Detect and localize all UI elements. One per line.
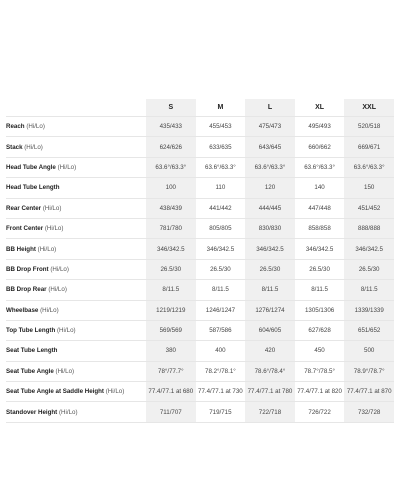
row-label <box>6 341 146 361</box>
measurement-unit: (Hi/Lo) <box>26 123 45 131</box>
table-row <box>6 341 394 361</box>
value-cell-l: 346/342.5 <box>245 239 295 259</box>
table-row <box>6 239 394 259</box>
value-cell-l: 475/473 <box>245 117 295 137</box>
row-label <box>6 117 146 137</box>
value-cell-xxl: 63.6°/63.3° <box>344 157 394 177</box>
value-cell-xl: 63.6°/63.3° <box>304 163 335 171</box>
value-cell-l: 120 <box>245 178 295 198</box>
value-cell-s: 624/626 <box>146 137 196 157</box>
row-label <box>6 361 146 381</box>
value-cell-xl: 1305/1306 <box>304 306 335 314</box>
value-cell-s: 435/433 <box>146 117 196 137</box>
measurement-name: Head Tube Angle <box>6 163 56 171</box>
size-header-m: M <box>217 104 224 111</box>
value-cell-xl: 140 <box>314 184 325 192</box>
table-row <box>6 218 394 238</box>
measurement-name: Seat Tube Length <box>6 347 58 355</box>
measurement-name: BB Drop Front <box>6 265 49 273</box>
value-cell-xxl: 150 <box>344 178 394 198</box>
size-header-l: L <box>245 99 295 117</box>
geometry-table-container <box>6 99 394 423</box>
value-cell-s: 1219/1219 <box>146 300 196 320</box>
table-row <box>6 117 394 137</box>
value-cell-l: 830/830 <box>245 218 295 238</box>
row-label <box>6 178 146 198</box>
row-label <box>6 157 146 177</box>
value-cell-s: 77.4/77.1 at 680 <box>146 382 196 402</box>
table-row <box>6 157 394 177</box>
value-cell-xxl: 26.5/30 <box>344 259 394 279</box>
value-cell-s: 569/569 <box>146 320 196 340</box>
value-cell-xl: 346/342.5 <box>305 245 334 253</box>
value-cell-xl: 78.7°/78.5° <box>304 367 335 375</box>
value-cell-xxl: 346/342.5 <box>344 239 394 259</box>
value-cell-xxl: 520/518 <box>344 117 394 137</box>
value-cell-s: 711/707 <box>146 402 196 422</box>
geometry-table <box>6 99 394 423</box>
value-cell-l: 722/718 <box>245 402 295 422</box>
value-cell-xl: 726/722 <box>308 408 331 416</box>
table-row <box>6 361 394 381</box>
table-row <box>6 280 394 300</box>
value-cell-xxl: 651/652 <box>344 320 394 340</box>
value-cell-xl: 660/662 <box>308 143 331 151</box>
value-cell-m: 633/635 <box>209 143 232 151</box>
value-cell-xxl: 1339/1339 <box>344 300 394 320</box>
value-cell-xxl: 451/452 <box>344 198 394 218</box>
measurement-unit: (Hi/Lo) <box>55 367 75 375</box>
row-label <box>6 198 146 218</box>
measurement-unit: (Hi/Lo) <box>44 225 64 233</box>
value-cell-xl: 77.4/77.1 at 820 <box>297 388 342 396</box>
row-label <box>6 382 146 402</box>
value-cell-m: 719/715 <box>209 408 232 416</box>
value-cell-xl: 495/493 <box>308 123 331 131</box>
value-cell-l: 444/445 <box>245 198 295 218</box>
value-cell-m: 346/342.5 <box>206 245 235 253</box>
value-cell-m: 8/11.5 <box>212 286 229 294</box>
value-cell-s: 63.6°/63.3° <box>146 157 196 177</box>
value-cell-s: 78°/77.7° <box>146 361 196 381</box>
value-cell-m: 455/453 <box>209 123 232 131</box>
value-cell-l: 78.6°/78.4° <box>245 361 295 381</box>
header-row <box>6 99 394 117</box>
value-cell-xxl: 78.9°/78.7° <box>344 361 394 381</box>
header-corner <box>6 99 146 117</box>
measurement-name: Reach <box>6 123 25 131</box>
value-cell-s: 781/780 <box>146 218 196 238</box>
row-label <box>6 402 146 422</box>
table-row <box>6 178 394 198</box>
measurement-name: Standover Height <box>6 408 58 416</box>
value-cell-m: 805/805 <box>209 225 232 233</box>
value-cell-xxl: 888/888 <box>344 218 394 238</box>
row-label <box>6 280 146 300</box>
value-cell-s: 380 <box>146 341 196 361</box>
row-label <box>6 259 146 279</box>
value-cell-s: 100 <box>146 178 196 198</box>
table-row <box>6 198 394 218</box>
value-cell-xl: 26.5/30 <box>309 265 330 273</box>
value-cell-xxl: 77.4/77.1 at 870 <box>344 382 394 402</box>
value-cell-l: 8/11.5 <box>245 280 295 300</box>
value-cell-l: 77.4/77.1 at 780 <box>245 382 295 402</box>
value-cell-m: 77.4/77.1 at 730 <box>198 388 243 396</box>
value-cell-xl: 627/628 <box>308 327 331 335</box>
measurement-unit: (Hi/Lo) <box>37 245 57 253</box>
value-cell-xl: 447/448 <box>308 204 331 212</box>
row-label <box>6 239 146 259</box>
value-cell-l: 1276/1274 <box>245 300 295 320</box>
measurement-name: Top Tube Length <box>6 327 56 335</box>
table-row <box>6 320 394 340</box>
value-cell-s: 438/439 <box>146 198 196 218</box>
row-label <box>6 218 146 238</box>
measurement-name: Head Tube Length <box>6 184 60 192</box>
value-cell-m: 110 <box>215 184 226 192</box>
measurement-unit: (Hi/Lo) <box>48 286 67 294</box>
value-cell-m: 1246/1247 <box>205 306 236 314</box>
value-cell-xxl: 669/671 <box>344 137 394 157</box>
measurement-name: Stack <box>6 143 23 151</box>
measurement-unit: (Hi/Lo) <box>24 143 43 151</box>
measurement-name: BB Height <box>6 245 36 253</box>
value-cell-l: 604/605 <box>245 320 295 340</box>
value-cell-l: 643/645 <box>245 137 295 157</box>
value-cell-l: 420 <box>245 341 295 361</box>
measurement-unit: (Hi/Lo) <box>105 388 125 396</box>
value-cell-xxl: 732/728 <box>344 402 394 422</box>
value-cell-xl: 8/11.5 <box>311 286 328 294</box>
measurement-unit: (Hi/Lo) <box>42 204 62 212</box>
measurement-unit: (Hi/Lo) <box>57 327 76 335</box>
size-header-s: S <box>146 99 196 117</box>
measurement-name: Seat Tube Angle <box>6 367 54 375</box>
value-cell-s: 346/342.5 <box>146 239 196 259</box>
size-header-xxl: XXL <box>344 99 394 117</box>
value-cell-xxl: 500 <box>344 341 394 361</box>
value-cell-m: 78.2°/78.1° <box>205 367 236 375</box>
table-row <box>6 300 394 320</box>
size-header-xl: XL <box>315 104 325 111</box>
value-cell-l: 63.6°/63.3° <box>245 157 295 177</box>
value-cell-xl: 858/858 <box>308 225 331 233</box>
table-row <box>6 382 394 402</box>
row-label <box>6 320 146 340</box>
value-cell-xxl: 8/11.5 <box>344 280 394 300</box>
value-cell-m: 441/442 <box>209 204 232 212</box>
measurement-name: BB Drop Rear <box>6 286 47 294</box>
value-cell-m: 400 <box>215 347 226 355</box>
table-row <box>6 259 394 279</box>
row-label <box>6 300 146 320</box>
row-label <box>6 137 146 157</box>
table-row <box>6 137 394 157</box>
table-row <box>6 402 394 422</box>
value-cell-m: 587/586 <box>209 327 232 335</box>
measurement-unit: (Hi/Lo) <box>50 265 69 273</box>
measurement-name: Rear Center <box>6 204 42 212</box>
measurement-unit: (Hi/Lo) <box>40 306 59 314</box>
value-cell-s: 8/11.5 <box>146 280 196 300</box>
value-cell-m: 26.5/30 <box>210 265 231 273</box>
value-cell-l: 26.5/30 <box>245 259 295 279</box>
measurement-unit: (Hi/Lo) <box>58 408 78 416</box>
measurement-name: Wheelbase <box>6 306 39 314</box>
value-cell-m: 63.6°/63.3° <box>205 163 236 171</box>
measurement-name: Front Center <box>6 225 44 233</box>
measurement-name: Seat Tube Angle at Saddle Height <box>6 388 104 396</box>
measurement-unit: (Hi/Lo) <box>57 163 77 171</box>
value-cell-s: 26.5/30 <box>146 259 196 279</box>
value-cell-xl: 450 <box>314 347 325 355</box>
